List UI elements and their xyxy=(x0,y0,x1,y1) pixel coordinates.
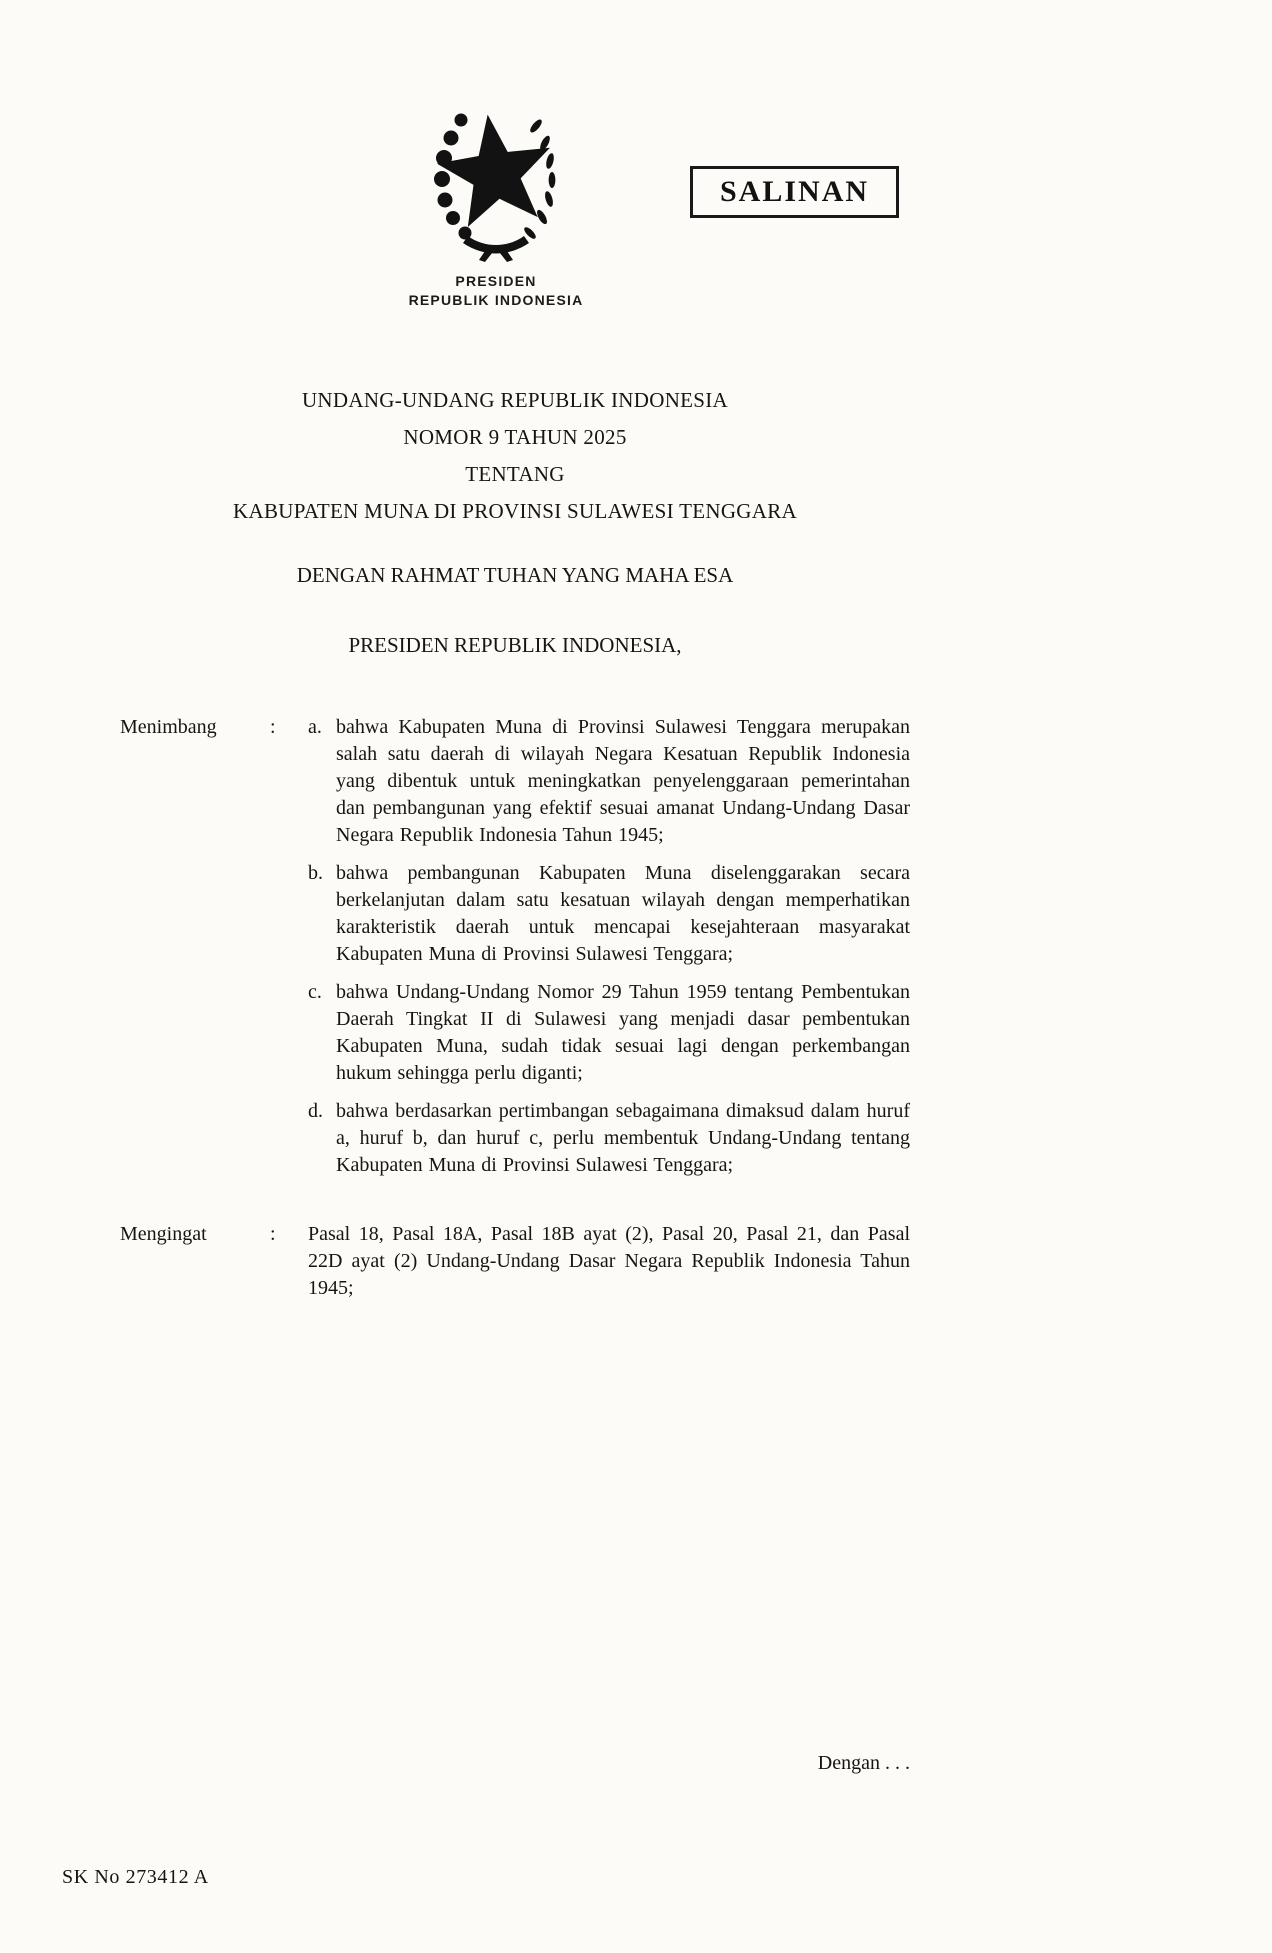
item-text-c: bahwa Undang-Undang Nomor 29 Tahun 1959 tentang Pembentukan Daerah Tingkat II di Sulawesi yang menjadi dasar pembentukan Kabupaten Muna, sudah tidak sesuai lagi dengan perkembangan hukum sehingga perlu diganti; xyxy=(336,981,910,1084)
legal-basis-section xyxy=(120,1221,910,1302)
presidential-emblem xyxy=(416,96,576,264)
consideration-item-d xyxy=(308,1098,910,1179)
item-text-d: bahwa berdasarkan pertimbangan sebagaimana dimaksud dalam huruf a, huruf b, dan huruf c, perlu membentuk Undang-Undang tentang Kabupaten Muna di Provinsi Sulawesi Tenggara; xyxy=(336,1100,910,1176)
item-marker-b: b. xyxy=(308,862,323,884)
considerations-label: Menimbang xyxy=(120,716,217,738)
invocation: DENGAN RAHMAT TUHAN YANG MAHA ESA xyxy=(296,563,734,587)
letterhead-presiden: PRESIDEN xyxy=(455,273,537,289)
legal-basis-colon: : xyxy=(270,1223,276,1245)
item-marker-d: d. xyxy=(308,1100,323,1122)
title-line-subject: KABUPATEN MUNA DI PROVINSI SULAWESI TENGGARA xyxy=(233,499,797,523)
title-line-law: UNDANG-UNDANG REPUBLIK INDONESIA xyxy=(301,388,729,412)
catchword: Dengan . . . xyxy=(817,1752,910,1774)
considerations-items xyxy=(308,714,910,1179)
salinan-stamp-label: SALINAN xyxy=(720,175,870,208)
consideration-item-c xyxy=(308,979,910,1087)
letterhead xyxy=(346,272,646,310)
item-marker-c: c. xyxy=(308,981,322,1003)
document-title xyxy=(120,382,910,530)
document-body xyxy=(120,382,910,1302)
salinan-stamp xyxy=(690,166,899,218)
item-text-a: bahwa Kabupaten Muna di Provinsi Sulawesi Tenggara merupakan salah satu daerah di wilayah Negara Kesatuan Republik Indonesia yang dibentuk untuk meningkatkan penyelenggaraan pemerintahan dan pembangunan yang efektif sesuai amanat Undang-Undang Dasar Negara Republik Indonesia Tahun 1945; xyxy=(336,716,910,846)
item-text-b: bahwa pembangunan Kabupaten Muna diselenggarakan secara berkelanjutan dalam satu kesatuan wilayah dengan memperhatikan karakteristik daerah untuk mencapai kesejahteraan masyarakat Kabupaten Muna di Provinsi Sulawesi Tenggara; xyxy=(336,862,910,965)
star-wreath-icon xyxy=(416,96,576,264)
legal-basis-label: Mengingat xyxy=(120,1223,207,1245)
considerations-section xyxy=(120,714,910,1179)
consideration-item-a xyxy=(308,714,910,849)
legal-basis-text: Pasal 18, Pasal 18A, Pasal 18B ayat (2), Pasal 20, Pasal 21, dan Pasal 22D ayat (2) Undang-Undang Dasar Negara Republik Indonesia Tahun 1945; xyxy=(308,1223,910,1299)
consideration-item-b xyxy=(308,860,910,968)
authority-line: PRESIDEN REPUBLIK INDONESIA, xyxy=(348,633,682,657)
considerations-colon: : xyxy=(270,716,276,738)
letterhead-republik-indonesia: REPUBLIK INDONESIA xyxy=(408,292,584,308)
title-line-number: NOMOR 9 TAHUN 2025 xyxy=(403,425,627,449)
sk-number: SK No 273412 A xyxy=(62,1866,209,1888)
title-line-tentang: TENTANG xyxy=(465,462,565,486)
item-marker-a: a. xyxy=(308,716,322,738)
